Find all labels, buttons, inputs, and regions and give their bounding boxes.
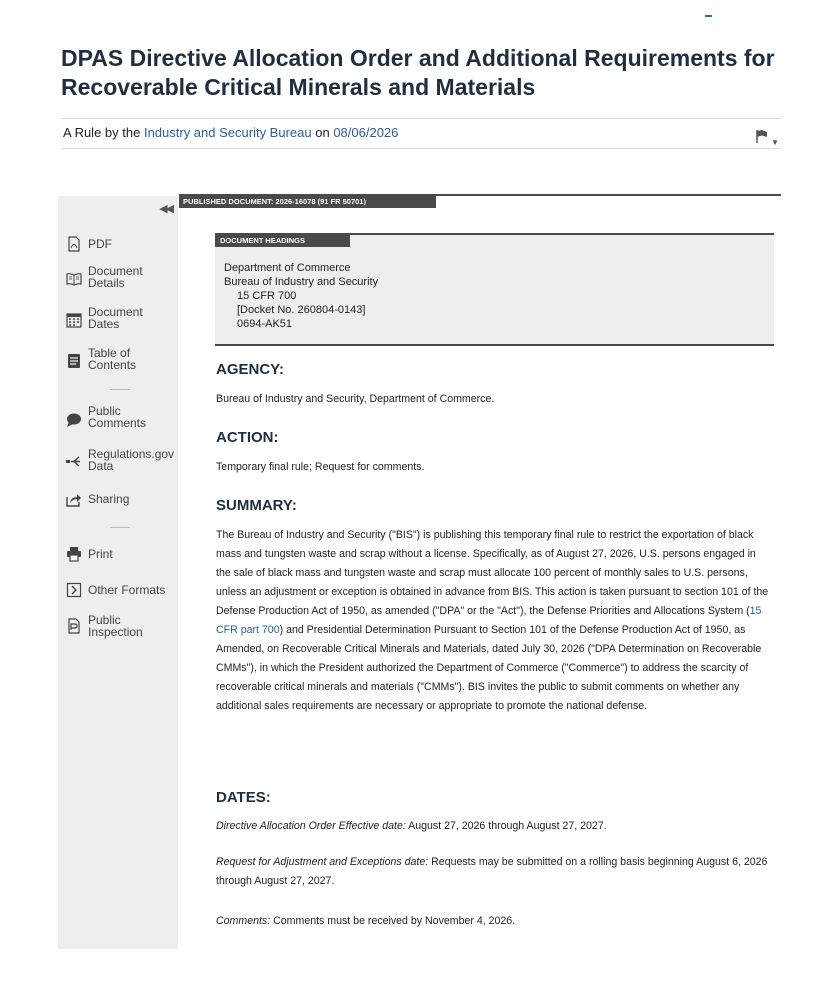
agency-text: Bureau of Industry and Security, Department of Commerce. [216, 393, 495, 405]
document-headings-label: DOCUMENT HEADINGS [215, 235, 350, 247]
sidebar-item-label: Document Dates [88, 305, 143, 331]
book-icon [66, 271, 82, 287]
heading-cfr: 15 CFR 700 [237, 290, 297, 302]
dates-heading: DATES: [216, 789, 271, 806]
dates-entry-label: Directive Allocation Order Effective date: [216, 820, 406, 832]
dates-entry-text: Requests may be submitted on a rolling basis beginning August 6, 2026 through August 27, 2027. [216, 856, 768, 887]
sidebar-divider [110, 527, 130, 528]
toc-icon [66, 353, 82, 369]
share-icon [66, 491, 82, 507]
pdf-icon [66, 236, 82, 252]
flag-icon [755, 129, 769, 143]
dates-entry-text: Comments must be received by November 4, 2026. [273, 915, 516, 927]
byline-on: on [315, 125, 330, 140]
heading-docket: [Docket No. 260804-0143] [237, 304, 366, 316]
heading-bureau: Bureau of Industry and Security [224, 276, 379, 288]
flag-menu-button[interactable] [755, 125, 779, 147]
dates-entry [216, 853, 771, 891]
formats-icon [66, 582, 82, 598]
comment-icon [66, 412, 82, 428]
sidebar-item-other-formats[interactable] [66, 582, 165, 598]
sidebar-item-print[interactable] [66, 546, 113, 562]
agency-heading: AGENCY: [216, 361, 285, 378]
inspection-icon [66, 618, 82, 634]
calendar-icon [66, 312, 82, 328]
summary-text-part: The Bureau of Industry and Security ("BIS") is publishing this temporary final rule to restrict the exportation of black mass and tungsten waste and scrap without a license. Specifically, as of August 27, 2026, U.S. persons engaged in the sale of black mass and tungsten waste and scrap must allocate 100 percent of monthly sales to U.S. persons, unless an adjustment or exception is obtained in advance from BIS. This action is taken pursuant to section 101 of the Defense Production Act of 1950, as amended ("DPA" or the "Act"), the Defense Priorities and Allocations System ( [216, 529, 769, 617]
sidebar-item-label: Other Formats [88, 583, 166, 597]
sidebar-item-table-of-contents[interactable] [66, 347, 148, 371]
sidebar-item-pdf[interactable] [66, 236, 112, 252]
dates-entry-label: Request for Adjustment and Exceptions date: [216, 856, 429, 868]
sidebar-item-label: Table of Contents [88, 346, 137, 372]
chevron-down-icon: ▼ [771, 138, 779, 147]
page-title: DPAS Directive Allocation Order and Additional Requirements for Recoverable Critical Minerals and Materials [61, 45, 775, 100]
summary-heading: SUMMARY: [216, 497, 297, 514]
cfr-part-link[interactable]: 15 CFR part 700 [216, 605, 762, 636]
regulations-icon [66, 453, 82, 469]
heading-rin: 0694-AK51 [237, 318, 293, 330]
dates-entry [216, 817, 771, 836]
sidebar-item-regulations-gov-data[interactable] [66, 448, 176, 472]
sidebar-item-label: Sharing [88, 492, 130, 506]
byline-prefix: A Rule by the [63, 125, 141, 140]
sidebar-item-label: Public Comments [88, 404, 147, 430]
sidebar-item-public-comments[interactable] [66, 405, 158, 429]
document-sidebar [58, 196, 178, 949]
top-accent-mark [705, 15, 712, 17]
sidebar-item-public-inspection[interactable] [66, 614, 158, 638]
document-headings-box [215, 233, 774, 346]
sidebar-item-label: Document Details [88, 264, 143, 290]
byline [61, 125, 398, 140]
sidebar-item-sharing[interactable] [66, 491, 129, 507]
action-heading: ACTION: [216, 429, 279, 446]
summary-text [216, 526, 771, 716]
published-document-label: PUBLISHED DOCUMENT: 2026-16078 (91 FR 50701) [179, 196, 436, 208]
summary-text-part: ) and Presidential Determination Pursuant to Section 101 of the Defense Production Act of 1950, as Amended, on Recoverable Critical Minerals and Materials, dated July 30, 2026 ("DPA Determination on Recoverable CMMs"), in which the President authorized the Department of Commerce ("Commerce") to address the scarcity of recoverable critical minerals and materials ("CMMs"). BIS invites the public to submit comments on whether any additional sales requirements are necessary or appropriate to promote the national defense. [216, 624, 762, 712]
action-text: Temporary final rule; Request for comments. [216, 461, 425, 473]
sidebar-item-document-details[interactable] [66, 265, 158, 289]
print-icon [66, 546, 82, 562]
sidebar-item-label: Regulations.gov Data [88, 447, 175, 473]
sidebar-item-label: PDF [88, 237, 112, 251]
sidebar-item-label: Print [88, 547, 113, 561]
sidebar-item-document-dates[interactable] [66, 306, 158, 330]
dates-entry [216, 912, 771, 931]
sidebar-divider [110, 389, 130, 390]
heading-department: Department of Commerce [224, 262, 351, 274]
sidebar-item-label: Public Inspection [88, 613, 143, 639]
agency-link[interactable]: Industry and Security Bureau [143, 125, 312, 140]
date-link[interactable]: 08/06/2026 [333, 125, 399, 140]
byline-bar [61, 118, 781, 149]
dates-entry-label: Comments: [216, 915, 271, 927]
dates-entry-text: August 27, 2026 through August 27, 2027. [408, 820, 607, 832]
collapse-sidebar-icon[interactable]: ◀◀ [159, 203, 172, 215]
